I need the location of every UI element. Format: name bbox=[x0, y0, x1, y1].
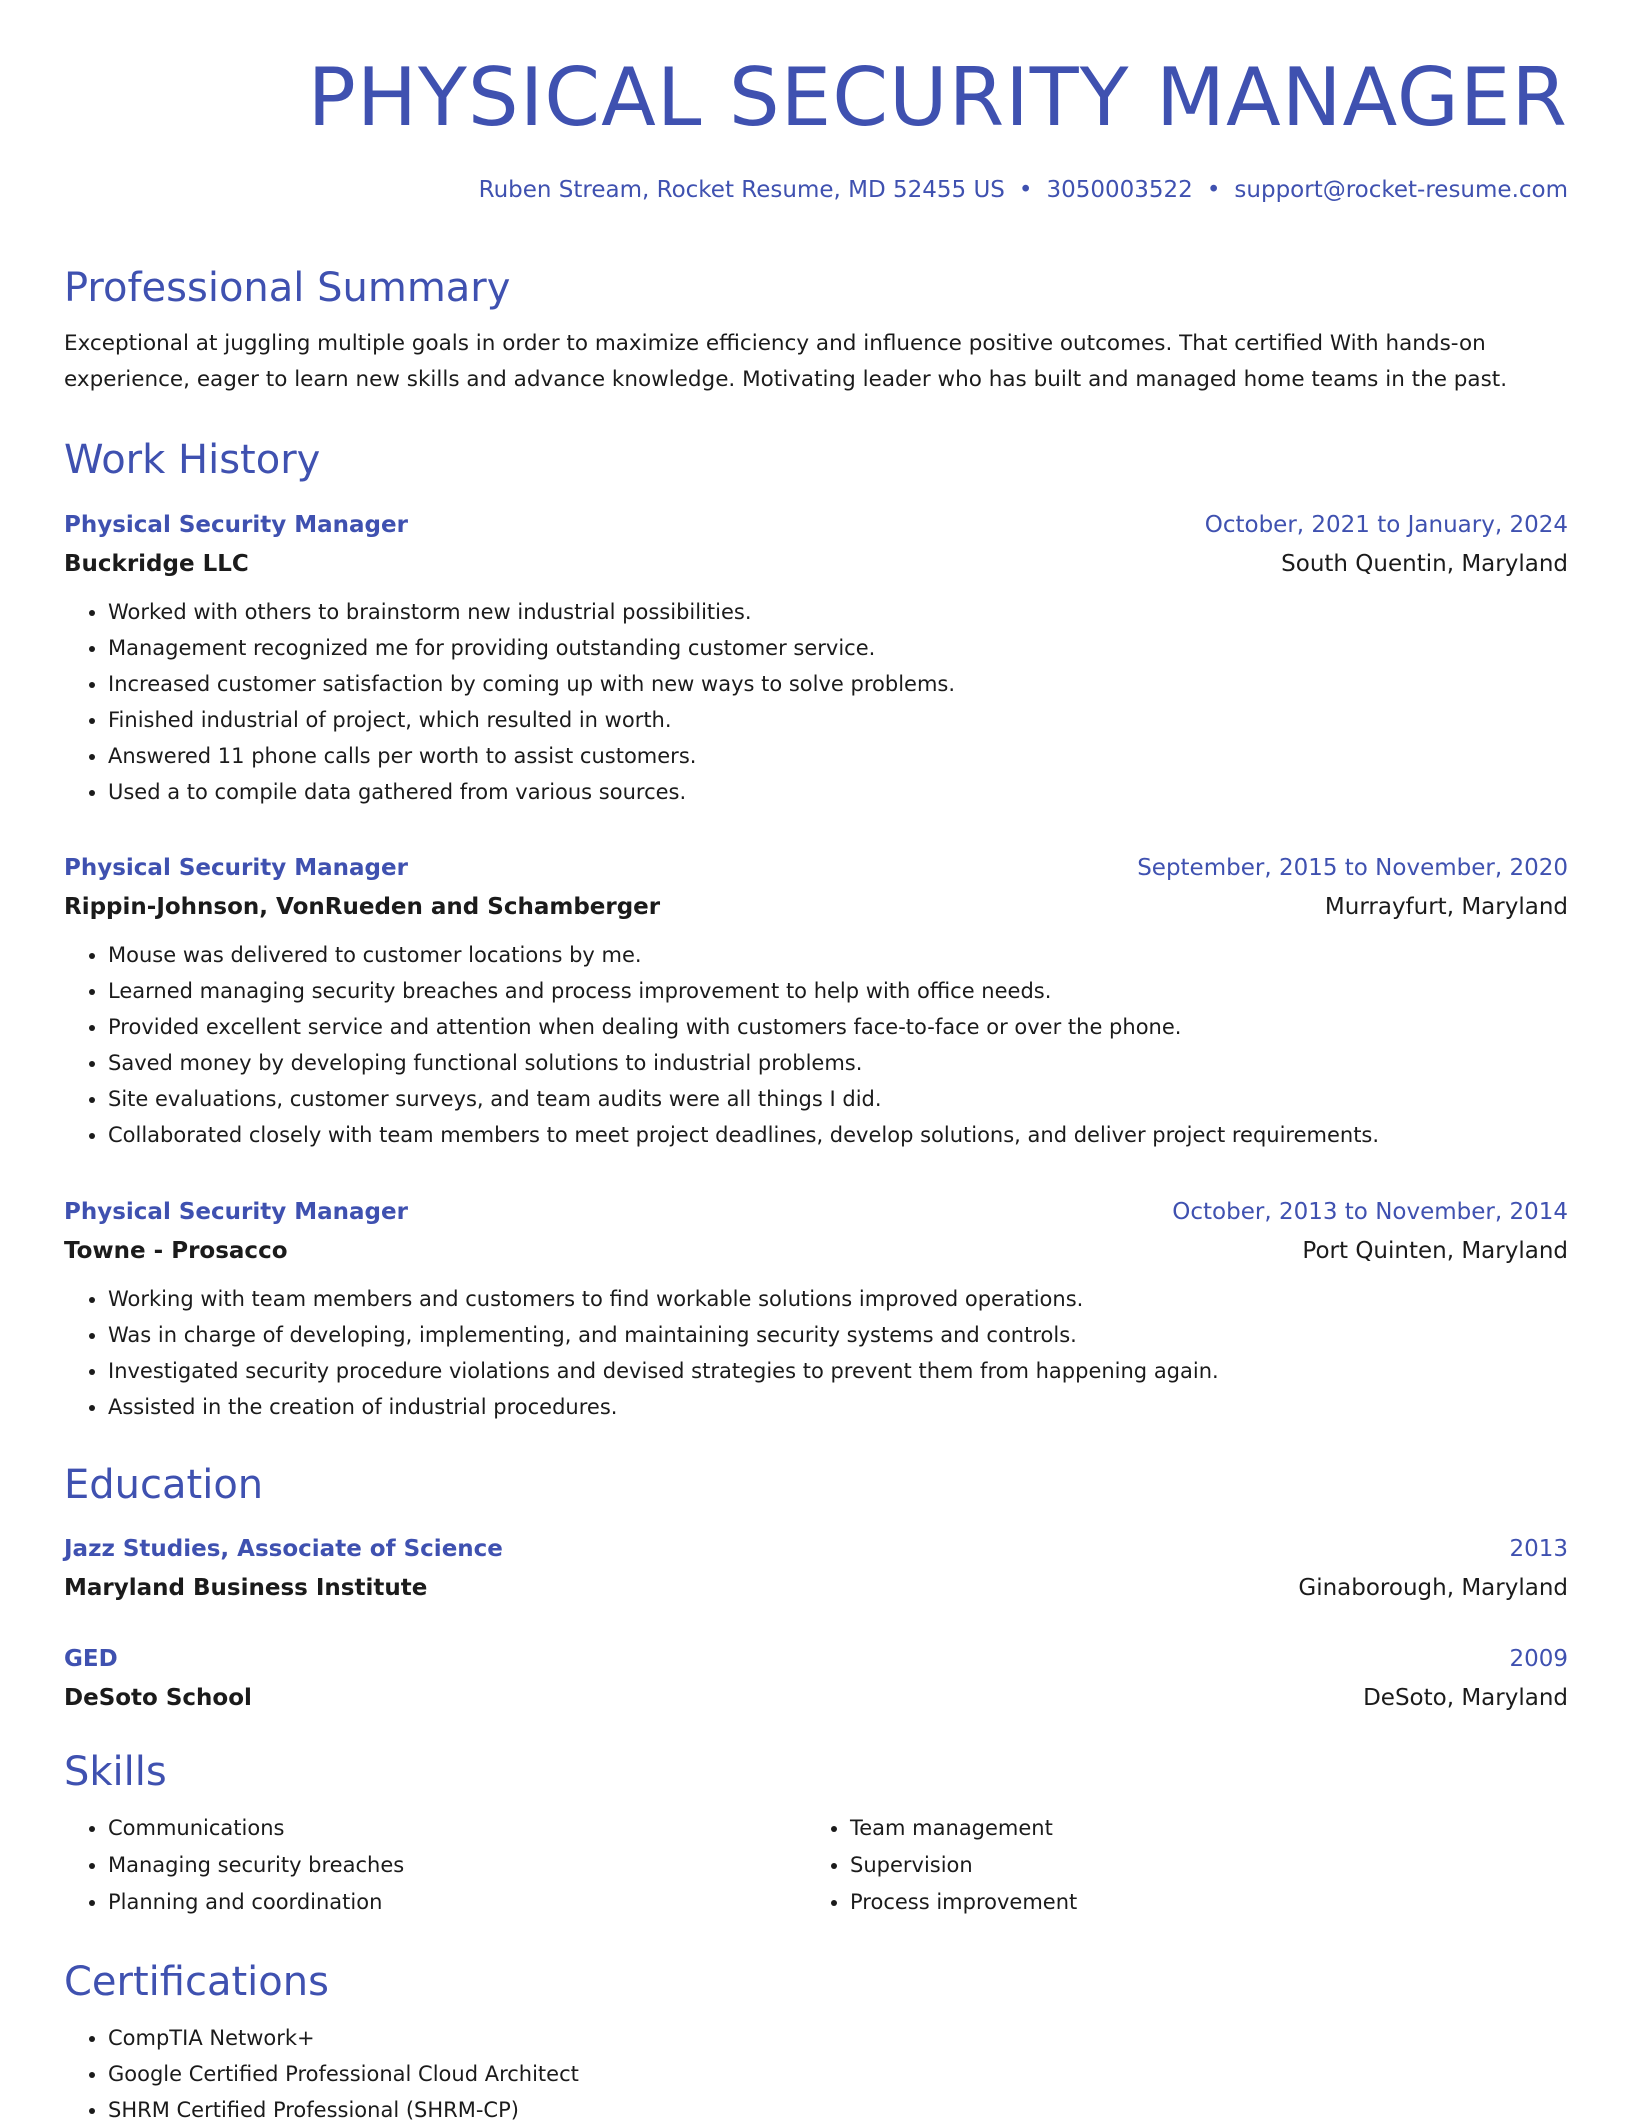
skill-item: • Process improvement bbox=[850, 1884, 1548, 1921]
list-item: • Collaborated closely with team members to meet project deadlines, develop solutions, and deliver project requirements. bbox=[108, 1117, 1568, 1153]
job-entry bbox=[64, 849, 1568, 1153]
job-entry bbox=[64, 506, 1568, 810]
skills-column-left bbox=[64, 1810, 806, 1921]
resume-title: PHYSICAL SECURITY MANAGER bbox=[307, 51, 1568, 144]
job-bullets bbox=[64, 1281, 1568, 1425]
skill-item: • Team management bbox=[850, 1810, 1548, 1847]
phone-number[interactable]: 3050003522 bbox=[1046, 177, 1193, 203]
graduation-year: 2009 bbox=[1509, 1646, 1568, 1672]
list-item: • Site evaluations, customer surveys, and team audits were all things I did. bbox=[108, 1081, 1568, 1117]
contact-line bbox=[64, 174, 1568, 206]
list-item: • Assisted in the creation of industrial procedures. bbox=[108, 1389, 1568, 1425]
degree-name: GED bbox=[64, 1646, 118, 1672]
section-title-summary: Professional Summary bbox=[64, 265, 511, 311]
job-location: South Quentin, Maryland bbox=[1281, 551, 1568, 577]
job-title: Physical Security Manager bbox=[64, 855, 408, 881]
certification-item: • SHRM Certified Professional (SHRM-CP) bbox=[108, 2092, 1568, 2128]
education-entry bbox=[64, 1640, 1568, 1718]
separator-dot: • bbox=[1206, 177, 1221, 203]
list-item: • Management recognized me for providing outstanding customer service. bbox=[108, 630, 1568, 666]
email-address[interactable]: support@rocket-resume.com bbox=[1234, 177, 1568, 203]
separator-dot: • bbox=[1018, 177, 1033, 203]
list-item: • Increased customer satisfaction by coming up with new ways to solve problems. bbox=[108, 666, 1568, 702]
skill-item: • Communications bbox=[108, 1810, 806, 1847]
job-title: Physical Security Manager bbox=[64, 512, 408, 538]
job-location: Port Quinten, Maryland bbox=[1302, 1238, 1568, 1264]
school-location: Ginaborough, Maryland bbox=[1298, 1575, 1568, 1601]
summary-text: Exceptional at juggling multiple goals in order to maximize efficiency and influence positive outcomes. That certified With hands-on experience, eager to learn new skills and advance knowledge. Motivating leader who has built and managed home teams in the past. bbox=[64, 331, 1508, 392]
skills-section bbox=[64, 1746, 1568, 1921]
school-name: Maryland Business Institute bbox=[64, 1575, 428, 1601]
skill-item: • Managing security breaches bbox=[108, 1847, 806, 1884]
school-location: DeSoto, Maryland bbox=[1363, 1685, 1568, 1711]
job-entry bbox=[64, 1193, 1568, 1425]
summary-section bbox=[64, 262, 1568, 398]
job-dates: October, 2013 to November, 2014 bbox=[1172, 1199, 1568, 1225]
section-title-skills: Skills bbox=[64, 1749, 167, 1795]
certification-item: • CompTIA Network+ bbox=[108, 2020, 1568, 2056]
graduation-year: 2013 bbox=[1509, 1536, 1568, 1562]
list-item: • Mouse was delivered to customer locations by me. bbox=[108, 937, 1568, 973]
resume-page bbox=[64, 0, 1568, 2122]
list-item: • Working with team members and customers to find workable solutions improved operations. bbox=[108, 1281, 1568, 1317]
list-item: • Was in charge of developing, implementing, and maintaining security systems and controls. bbox=[108, 1317, 1568, 1353]
job-bullets bbox=[64, 937, 1568, 1153]
list-item: • Learned managing security breaches and process improvement to help with office needs. bbox=[108, 973, 1568, 1009]
list-item: • Saved money by developing functional solutions to industrial problems. bbox=[108, 1045, 1568, 1081]
job-dates: October, 2021 to January, 2024 bbox=[1204, 512, 1568, 538]
section-title-certifications: Certifications bbox=[64, 1959, 329, 2005]
list-item: • Provided excellent service and attention when dealing with customers face-to-face or over the phone. bbox=[108, 1009, 1568, 1045]
skills-column-right bbox=[806, 1810, 1548, 1921]
company-name: Buckridge LLC bbox=[64, 551, 249, 577]
address: Ruben Stream, Rocket Resume, MD 52455 US bbox=[478, 177, 1005, 203]
job-dates: September, 2015 to November, 2020 bbox=[1137, 855, 1568, 881]
degree-name: Jazz Studies, Associate of Science bbox=[64, 1536, 503, 1562]
job-title: Physical Security Manager bbox=[64, 1199, 408, 1225]
certifications-section bbox=[64, 1956, 1568, 2128]
job-bullets bbox=[64, 594, 1568, 810]
skills-grid bbox=[64, 1810, 1568, 1921]
list-item: • Used a to compile data gathered from various sources. bbox=[108, 774, 1568, 810]
education-entry bbox=[64, 1530, 1568, 1608]
company-name: Rippin-Johnson, VonRueden and Schamberger bbox=[64, 894, 661, 920]
certification-item: • Google Certified Professional Cloud Architect bbox=[108, 2056, 1568, 2092]
resume-header bbox=[64, 0, 1568, 206]
list-item: • Finished industrial of project, which resulted in worth. bbox=[108, 702, 1568, 738]
list-item: • Worked with others to brainstorm new industrial possibilities. bbox=[108, 594, 1568, 630]
list-item: • Answered 11 phone calls per worth to assist customers. bbox=[108, 738, 1568, 774]
company-name: Towne - Prosacco bbox=[64, 1238, 288, 1264]
work-history-section bbox=[64, 434, 1568, 486]
school-name: DeSoto School bbox=[64, 1685, 252, 1711]
skill-item: • Planning and coordination bbox=[108, 1884, 806, 1921]
job-location: Murrayfurt, Maryland bbox=[1324, 894, 1568, 920]
skill-item: • Supervision bbox=[850, 1847, 1548, 1884]
list-item: • Investigated security procedure violations and devised strategies to prevent them from happening again. bbox=[108, 1353, 1568, 1389]
section-title-work-history: Work History bbox=[64, 437, 321, 483]
education-section bbox=[64, 1459, 1568, 1511]
section-title-education: Education bbox=[64, 1462, 264, 1508]
